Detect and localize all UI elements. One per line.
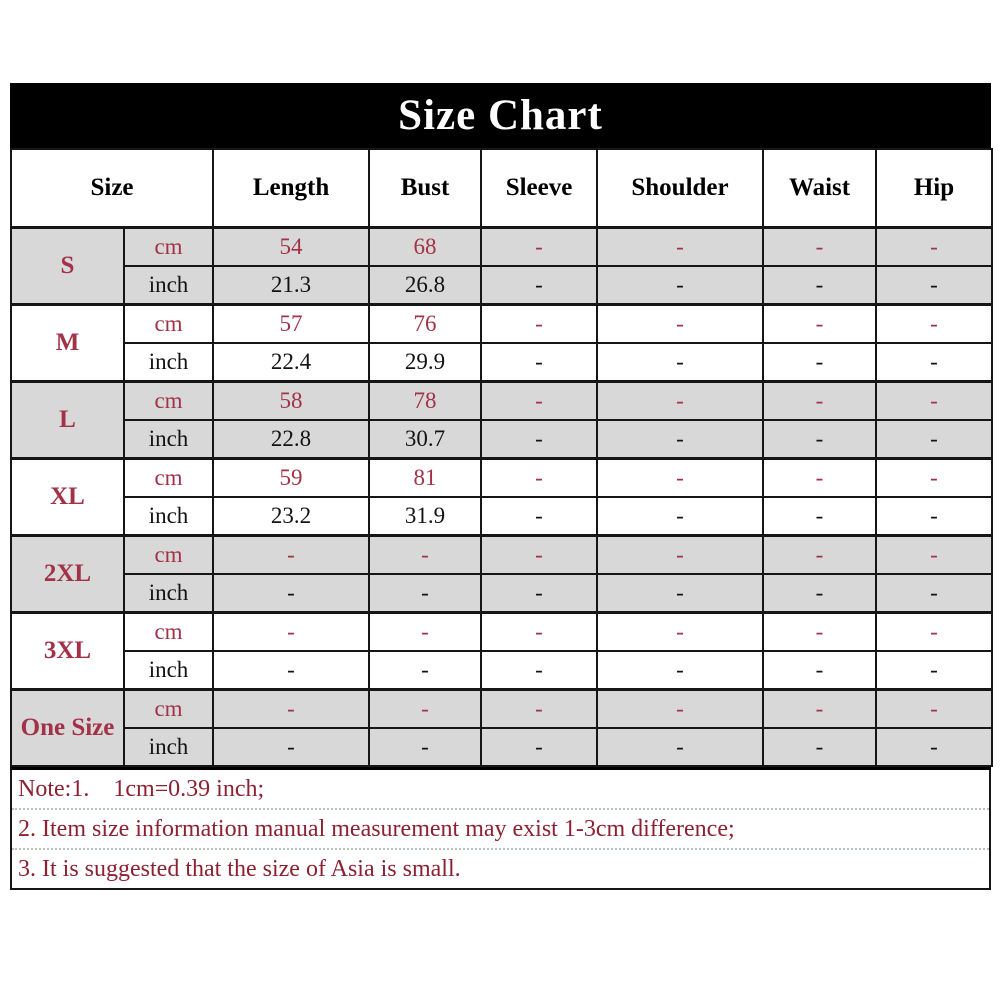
value-cell: -: [763, 420, 876, 459]
value-cell: -: [763, 382, 876, 421]
col-header-length: Length: [213, 149, 369, 228]
table-row: [11, 497, 992, 536]
unit-label: cm: [124, 613, 213, 652]
size-table: [10, 148, 993, 767]
size-group-2xl: [11, 536, 992, 613]
table-row: [11, 651, 992, 690]
value-cell: -: [597, 266, 763, 305]
col-header-waist: Waist: [763, 149, 876, 228]
value-cell: -: [763, 459, 876, 498]
value-cell: -: [876, 690, 992, 729]
value-cell: -: [876, 651, 992, 690]
notes-section: [10, 767, 991, 890]
unit-label: cm: [124, 690, 213, 729]
value-cell: -: [763, 305, 876, 344]
value-cell: -: [876, 497, 992, 536]
value-cell: -: [876, 382, 992, 421]
value-cell: -: [763, 728, 876, 766]
value-cell: 31.9: [369, 497, 481, 536]
table-row: [11, 228, 992, 267]
value-cell: -: [369, 613, 481, 652]
table-row: [11, 420, 992, 459]
table-row: [11, 690, 992, 729]
value-cell: -: [763, 613, 876, 652]
table-row: [11, 613, 992, 652]
table-row: [11, 266, 992, 305]
value-cell: -: [763, 266, 876, 305]
value-cell: -: [876, 536, 992, 575]
value-cell: -: [369, 574, 481, 613]
value-cell: -: [597, 305, 763, 344]
size-chart-sheet: [10, 83, 991, 890]
col-header-hip: Hip: [876, 149, 992, 228]
value-cell: -: [481, 690, 597, 729]
value-cell: -: [213, 574, 369, 613]
value-cell: -: [369, 690, 481, 729]
value-cell: 22.4: [213, 343, 369, 382]
value-cell: -: [597, 497, 763, 536]
col-header-bust: Bust: [369, 149, 481, 228]
value-cell: -: [369, 651, 481, 690]
unit-label: inch: [124, 728, 213, 766]
unit-label: cm: [124, 459, 213, 498]
value-cell: -: [481, 574, 597, 613]
value-cell: -: [597, 228, 763, 267]
value-cell: 54: [213, 228, 369, 267]
unit-label: inch: [124, 497, 213, 536]
size-label: 3XL: [11, 613, 124, 690]
value-cell: -: [763, 574, 876, 613]
value-cell: -: [369, 536, 481, 575]
size-label: L: [11, 382, 124, 459]
unit-label: cm: [124, 536, 213, 575]
col-header-shoulder: Shoulder: [597, 149, 763, 228]
value-cell: -: [213, 728, 369, 766]
size-label: 2XL: [11, 536, 124, 613]
value-cell: -: [876, 228, 992, 267]
size-group-l: [11, 382, 992, 459]
value-cell: -: [876, 574, 992, 613]
value-cell: -: [481, 343, 597, 382]
value-cell: -: [763, 690, 876, 729]
page-title: Size Chart: [398, 92, 603, 139]
unit-label: inch: [124, 343, 213, 382]
size-group-3xl: [11, 613, 992, 690]
value-cell: 22.8: [213, 420, 369, 459]
value-cell: -: [597, 420, 763, 459]
value-cell: -: [213, 690, 369, 729]
value-cell: -: [597, 613, 763, 652]
value-cell: -: [597, 459, 763, 498]
value-cell: -: [481, 420, 597, 459]
size-group-s: [11, 228, 992, 305]
value-cell: -: [213, 613, 369, 652]
size-table-header: [11, 149, 992, 228]
value-cell: 21.3: [213, 266, 369, 305]
size-label: One Size: [11, 690, 124, 767]
value-cell: 59: [213, 459, 369, 498]
table-row: [11, 574, 992, 613]
value-cell: -: [481, 728, 597, 766]
value-cell: -: [597, 574, 763, 613]
col-header-sleeve: Sleeve: [481, 149, 597, 228]
note-line-2: 2. Item size information manual measurement may exist 1-3cm difference;: [12, 808, 989, 848]
value-cell: 78: [369, 382, 481, 421]
size-group-one-size: [11, 690, 992, 767]
table-row: [11, 728, 992, 766]
value-cell: -: [597, 382, 763, 421]
col-header-size: Size: [11, 149, 213, 228]
value-cell: -: [481, 459, 597, 498]
unit-label: cm: [124, 305, 213, 344]
value-cell: -: [481, 305, 597, 344]
value-cell: -: [876, 343, 992, 382]
value-cell: -: [481, 266, 597, 305]
value-cell: -: [876, 728, 992, 766]
value-cell: -: [213, 651, 369, 690]
value-cell: 57: [213, 305, 369, 344]
value-cell: -: [481, 536, 597, 575]
note-line-1: Note:1. 1cm=0.39 inch;: [18, 775, 265, 802]
value-cell: -: [597, 536, 763, 575]
value-cell: -: [876, 266, 992, 305]
value-cell: -: [369, 728, 481, 766]
value-cell: 23.2: [213, 497, 369, 536]
header-row: [11, 149, 992, 228]
unit-label: cm: [124, 382, 213, 421]
value-cell: 76: [369, 305, 481, 344]
value-cell: -: [213, 536, 369, 575]
unit-label: inch: [124, 266, 213, 305]
table-row: [11, 459, 992, 498]
value-cell: -: [763, 343, 876, 382]
value-cell: -: [876, 459, 992, 498]
value-cell: -: [876, 305, 992, 344]
size-label: S: [11, 228, 124, 305]
unit-label: inch: [124, 651, 213, 690]
value-cell: -: [597, 690, 763, 729]
value-cell: -: [481, 382, 597, 421]
value-cell: -: [763, 228, 876, 267]
value-cell: -: [876, 613, 992, 652]
value-cell: -: [481, 497, 597, 536]
unit-label: inch: [124, 574, 213, 613]
value-cell: -: [763, 536, 876, 575]
value-cell: 30.7: [369, 420, 481, 459]
value-cell: -: [481, 651, 597, 690]
value-cell: -: [876, 420, 992, 459]
value-cell: -: [597, 651, 763, 690]
value-cell: -: [597, 343, 763, 382]
value-cell: -: [763, 497, 876, 536]
value-cell: -: [763, 651, 876, 690]
size-label: M: [11, 305, 124, 382]
value-cell: 29.9: [369, 343, 481, 382]
size-label: XL: [11, 459, 124, 536]
value-cell: 81: [369, 459, 481, 498]
value-cell: 58: [213, 382, 369, 421]
value-cell: -: [481, 228, 597, 267]
table-row: [11, 382, 992, 421]
table-row: [11, 536, 992, 575]
value-cell: -: [481, 613, 597, 652]
table-row: [11, 343, 992, 382]
value-cell: -: [597, 728, 763, 766]
table-row: [11, 305, 992, 344]
value-cell: 26.8: [369, 266, 481, 305]
size-group-xl: [11, 459, 992, 536]
value-cell: 68: [369, 228, 481, 267]
unit-label: inch: [124, 420, 213, 459]
unit-label: cm: [124, 228, 213, 267]
note-line-3: 3. It is suggested that the size of Asia is small.: [12, 848, 989, 888]
title-bar: [10, 83, 991, 148]
size-group-m: [11, 305, 992, 382]
